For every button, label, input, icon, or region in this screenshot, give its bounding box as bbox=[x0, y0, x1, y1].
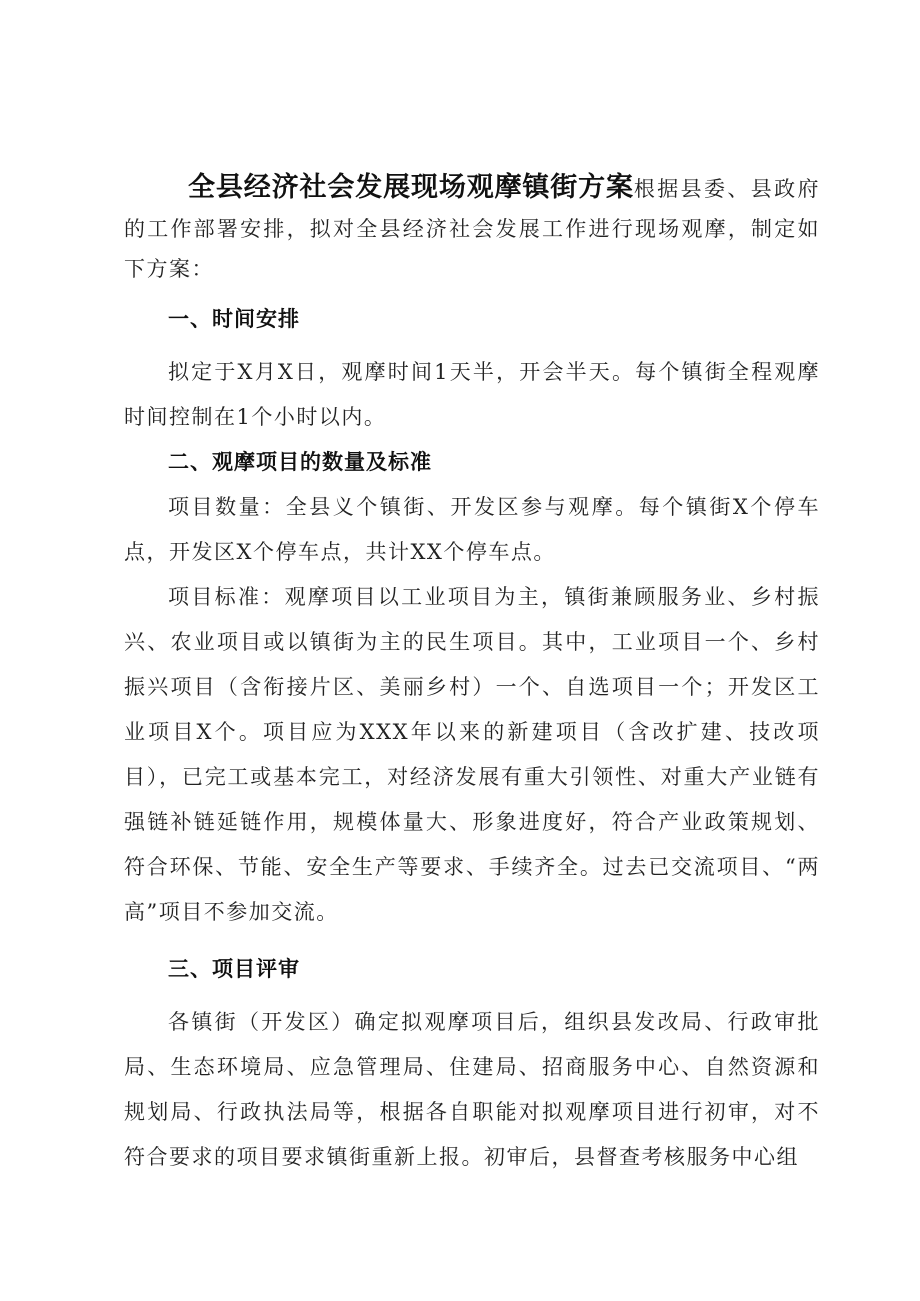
paragraph-project-count: 项目数量：全县义个镇街、开发区参与观摩。每个镇街X个停车点，开发区X个停车点，共计XX个停车点。 bbox=[124, 495, 820, 564]
section-heading-review: 三、项目评审 bbox=[168, 957, 300, 981]
intro-rest: 县政府的工作部署安排，拟对全县经济社会发展工作进行现场观摩，制定如下方案： bbox=[124, 177, 821, 281]
section-heading-projects: 二、观摩项目的数量及标准 bbox=[168, 450, 432, 474]
document-body bbox=[124, 168, 820, 1180]
intro-lead: 根据县委、 bbox=[633, 177, 751, 201]
paragraph-time: 拟定于X月X日，观摩时间1天半，开会半天。每个镇街全程观摩时间控制在1个小时以内。 bbox=[124, 360, 820, 429]
paragraph-review: 各镇街（开发区）确定拟观摩项目后，组织县发改局、行政审批局、生态环境局、应急管理局、住建局、招商服务中心、自然资源和规划局、行政执法局等，根据各自职能对拟观摩项目进行初审，对不符合要求的项目要求镇街重新上报。初审后，县督查考核服务中心组 bbox=[124, 1010, 820, 1169]
paragraph-project-standard: 项目标准：观摩项目以工业项目为主，镇街兼顾服务业、乡村振兴、农业项目或以镇街为主的民生项目。其中，工业项目一个、乡村振兴项目（含衔接片区、美丽乡村）一个、自选项目一个；开发区工业项目X个。项目应为XXX年以来的新建项目（含改扩建、技改项目），已完工或基本完工，对经济发展有重大引领性、对重大产业链有强链补链延链作用，规模体量大、形象进度好，符合产业政策规划、符合环保、节能、安全生产等要求、手续齐全。过去已交流项目、“两高”项目不参加交流。 bbox=[124, 585, 820, 924]
section-heading-time: 一、时间安排 bbox=[168, 307, 300, 331]
document-title: 全县经济社会发展现场观摩镇街方案 bbox=[188, 172, 634, 203]
title-line bbox=[124, 168, 820, 289]
